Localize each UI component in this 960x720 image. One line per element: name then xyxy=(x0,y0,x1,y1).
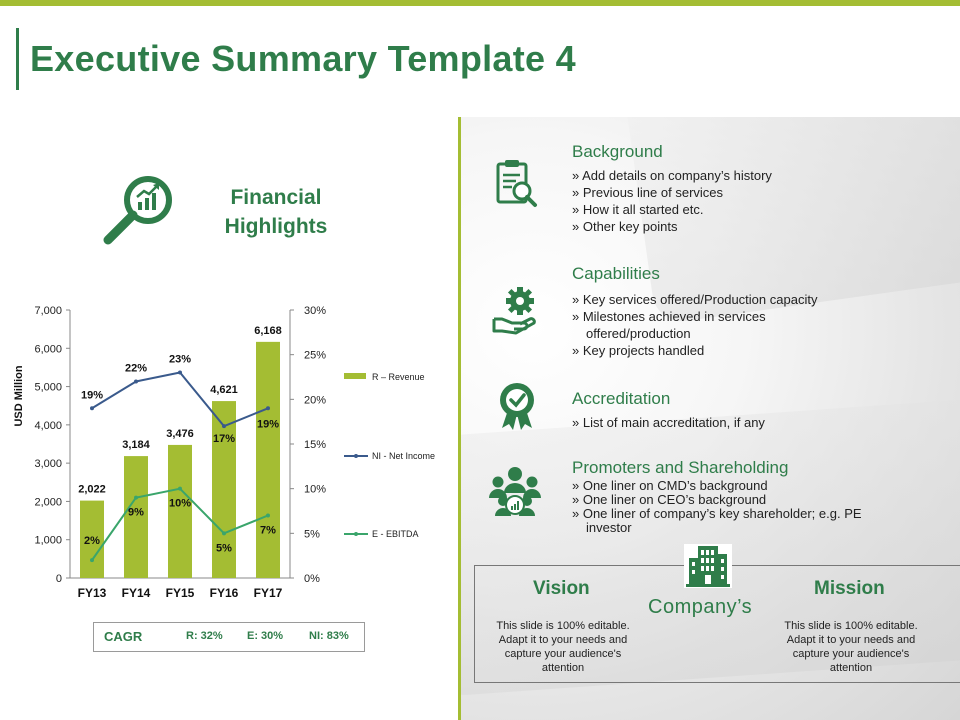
y-axis-title: USD Million xyxy=(13,365,25,427)
line-point xyxy=(222,424,226,428)
list-item: » Milestones achieved in services offered/production xyxy=(572,308,796,342)
y2-tick-label: 15% xyxy=(304,439,327,451)
y-tick-label: 1,000 xyxy=(34,534,62,547)
top-accent-bar xyxy=(0,0,960,6)
line-point xyxy=(134,379,138,383)
y2-tick-label: 20% xyxy=(304,394,327,407)
line-value-label: 19% xyxy=(256,418,280,431)
financial-highlights-heading xyxy=(196,183,356,241)
cagr-box xyxy=(93,622,365,652)
vision-title: Vision xyxy=(533,578,590,599)
line-point xyxy=(134,496,138,500)
line-value-label: 17% xyxy=(212,433,236,446)
x-tick-label: FY17 xyxy=(253,586,283,600)
clipboard-search-icon xyxy=(490,158,540,208)
capabilities-list xyxy=(572,291,892,359)
list-item: » Previous line of services xyxy=(572,184,892,201)
cagr-ebitda: E: 30% xyxy=(247,630,284,642)
y-tick-label: 7,000 xyxy=(34,305,62,317)
y2-tick-label: 5% xyxy=(304,528,320,541)
financial-heading-line2: Highlights xyxy=(224,215,328,238)
line-value-label: 9% xyxy=(128,506,144,519)
line-value-label: 5% xyxy=(216,542,232,555)
y-tick-label: 0 xyxy=(55,573,62,585)
line-point xyxy=(90,558,94,562)
financial-chart xyxy=(0,290,460,620)
bar-value-label: 6,168 xyxy=(254,324,282,337)
list-item: » One liner on CMD’s background xyxy=(572,479,892,493)
y2-tick-label: 0% xyxy=(304,573,320,585)
y-tick-label: 3,000 xyxy=(34,458,62,471)
bar-value-label: 3,476 xyxy=(166,427,194,440)
x-tick-label: FY13 xyxy=(77,586,107,600)
x-tick-label: FY14 xyxy=(121,586,151,600)
cagr-revenue: R: 32% xyxy=(186,630,223,642)
gear-hand-icon xyxy=(490,285,540,335)
line-net-income xyxy=(92,373,268,427)
magnifier-chart-icon xyxy=(100,170,180,250)
line-point xyxy=(222,531,226,535)
bar-value-label: 4,621 xyxy=(210,384,238,397)
promoters-list xyxy=(572,479,892,535)
slide-title: Executive Summary Template 4 xyxy=(30,38,576,79)
legend-swatch-revenue xyxy=(344,373,366,379)
bar-value-label: 2,022 xyxy=(78,483,106,496)
list-item: » How it all started etc. xyxy=(572,201,892,218)
bar-value-label: 3,184 xyxy=(122,439,150,452)
y-tick-label: 5,000 xyxy=(34,381,62,394)
legend-label: NI - Net Income xyxy=(372,451,436,461)
list-item: » One liner of company’s key shareholder; e.g. PE investor xyxy=(572,507,892,535)
accreditation-list xyxy=(572,414,892,431)
capabilities-title: Capabilities xyxy=(572,264,660,283)
line-value-label: 10% xyxy=(168,497,192,510)
legend-label: E - EBITDA xyxy=(372,529,419,539)
award-ribbon-icon xyxy=(492,380,542,430)
y2-tick-label: 30% xyxy=(304,305,327,317)
y2-tick-label: 25% xyxy=(304,349,327,362)
legend-label: R – Revenue xyxy=(372,372,425,382)
legend-swatch-point xyxy=(354,454,358,458)
company-label: Company’s xyxy=(648,596,753,618)
vision-text: This slide is 100% editable. Adapt it to your needs and capture your audience's attention xyxy=(496,620,630,674)
line-value-label: 22% xyxy=(124,362,148,375)
line-point xyxy=(266,513,270,517)
line-value-label: 2% xyxy=(84,535,100,548)
list-item: » Key services offered/Production capacity xyxy=(572,291,892,308)
line-point xyxy=(178,487,182,491)
people-group-icon xyxy=(488,465,542,517)
background-title: Background xyxy=(572,142,663,161)
building-icon xyxy=(684,544,732,588)
legend-swatch-point xyxy=(354,532,358,536)
list-item: » Other key points xyxy=(572,218,892,235)
bar-revenue xyxy=(256,342,280,578)
list-item: » Key projects handled xyxy=(572,342,892,359)
line-point xyxy=(266,406,270,410)
line-value-label: 23% xyxy=(168,353,192,366)
y-tick-label: 2,000 xyxy=(34,496,62,509)
promoters-title: Promoters and Shareholding xyxy=(572,458,789,477)
list-item: » List of main accreditation, if any xyxy=(572,414,892,431)
line-point xyxy=(90,406,94,410)
line-value-label: 7% xyxy=(260,524,276,537)
x-tick-label: FY16 xyxy=(209,586,239,600)
bar-revenue xyxy=(168,445,192,578)
accreditation-title: Accreditation xyxy=(572,389,671,408)
financial-heading-line1: Financial xyxy=(230,186,322,209)
list-item: » One liner on CEO’s background xyxy=(572,493,892,507)
y-tick-label: 6,000 xyxy=(34,343,62,356)
panel-divider xyxy=(458,117,461,720)
line-point xyxy=(178,371,182,375)
line-value-label: 19% xyxy=(80,389,104,402)
cagr-label: CAGR xyxy=(104,629,143,644)
mission-text: This slide is 100% editable. Adapt it to your needs and capture your audience's attention xyxy=(784,620,918,674)
cagr-net-income: NI: 83% xyxy=(309,630,349,642)
y2-tick-label: 10% xyxy=(304,483,327,496)
list-item: » Add details on company’s history xyxy=(572,167,892,184)
title-accent-line xyxy=(16,28,19,90)
background-list xyxy=(572,167,892,235)
mission-title: Mission xyxy=(814,578,885,599)
y-tick-label: 4,000 xyxy=(34,419,62,432)
x-tick-label: FY15 xyxy=(165,586,195,600)
